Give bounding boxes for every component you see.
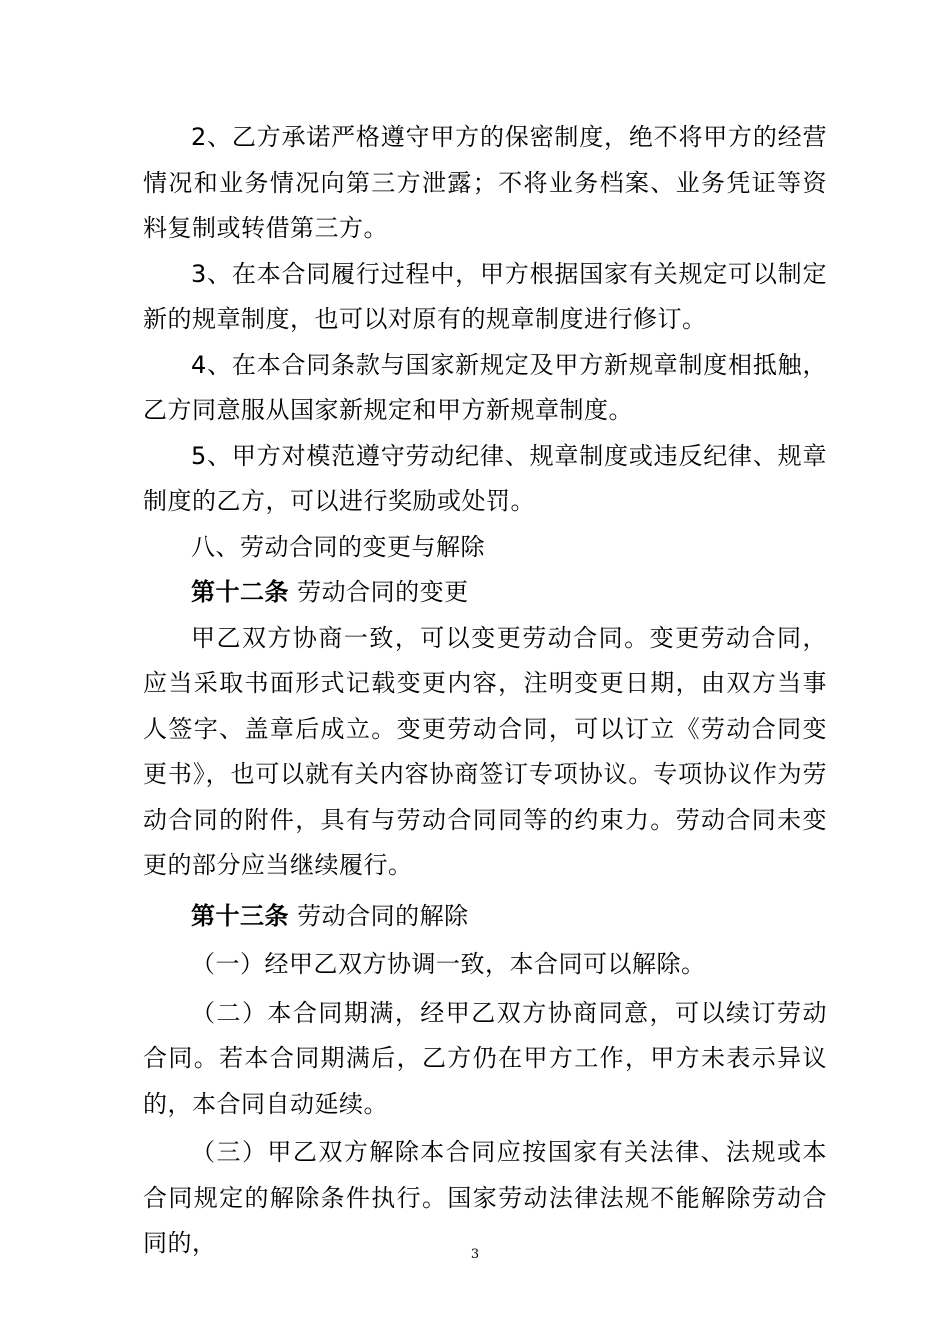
- article-12-label: 第十二条: [191, 578, 289, 606]
- document-body: [143, 115, 827, 1267]
- paragraph-reward-penalty: 5、甲方对模范遵守劳动纪律、规章制度或违反纪律、规章制度的乙方，可以进行奖励或处罚。: [143, 441, 827, 515]
- clause-one: （一）经甲乙双方协调一致，本合同可以解除。: [191, 950, 706, 978]
- paragraph-conflict: 4、在本合同条款与国家新规定及甲方新规章制度相抵触，乙方同意服从国家新规定和甲方新规章制度。: [143, 350, 827, 424]
- paragraph-confidentiality: 2、乙方承诺严格遵守甲方的保密制度，绝不将甲方的经营情况和业务情况向第三方泄露；不将业务档案、业务凭证等资料复制或转借第三方。: [143, 123, 827, 242]
- page-number: 3: [470, 1247, 480, 1262]
- clause-two: （二）本合同期满，经甲乙双方协商同意，可以续订劳动合同。若本合同期满后，乙方仍在甲方工作，甲方未表示异议的，本合同自动延续。: [143, 998, 827, 1118]
- paragraph-new-rules: 3、在本合同履行过程中，甲方根据国家有关规定可以制定新的规章制度，也可以对原有的规章制度进行修订。: [143, 259, 827, 333]
- article-13-label: 第十三条: [191, 901, 289, 930]
- article-12-heading: [143, 570, 827, 616]
- article-12-body: 甲乙双方协商一致，可以变更劳动合同。变更劳动合同，应当采取书面形式记载变更内容，注明变更日期，由双方当事人签字、盖章后成立。变更劳动合同，可以订立《劳动合同变更书》，也可以就有关内容协商签订专项协议。专项协议作为劳动合同的附件，具有与劳动合同同等的约束力。劳动合同未变更的部分应当继续履行。: [143, 623, 827, 879]
- section-heading-eight: 八、劳动合同的变更与解除: [191, 532, 485, 561]
- article-12-title: 劳动合同的变更: [289, 578, 469, 606]
- article-13-heading: [143, 894, 827, 940]
- article-13-title: 劳动合同的解除: [289, 901, 469, 930]
- clause-three: （三）甲乙双方解除本合同应按国家有关法律、法规或本合同规定的解除条件执行。国家劳动法律法规不能解除劳动合同的，: [143, 1138, 827, 1257]
